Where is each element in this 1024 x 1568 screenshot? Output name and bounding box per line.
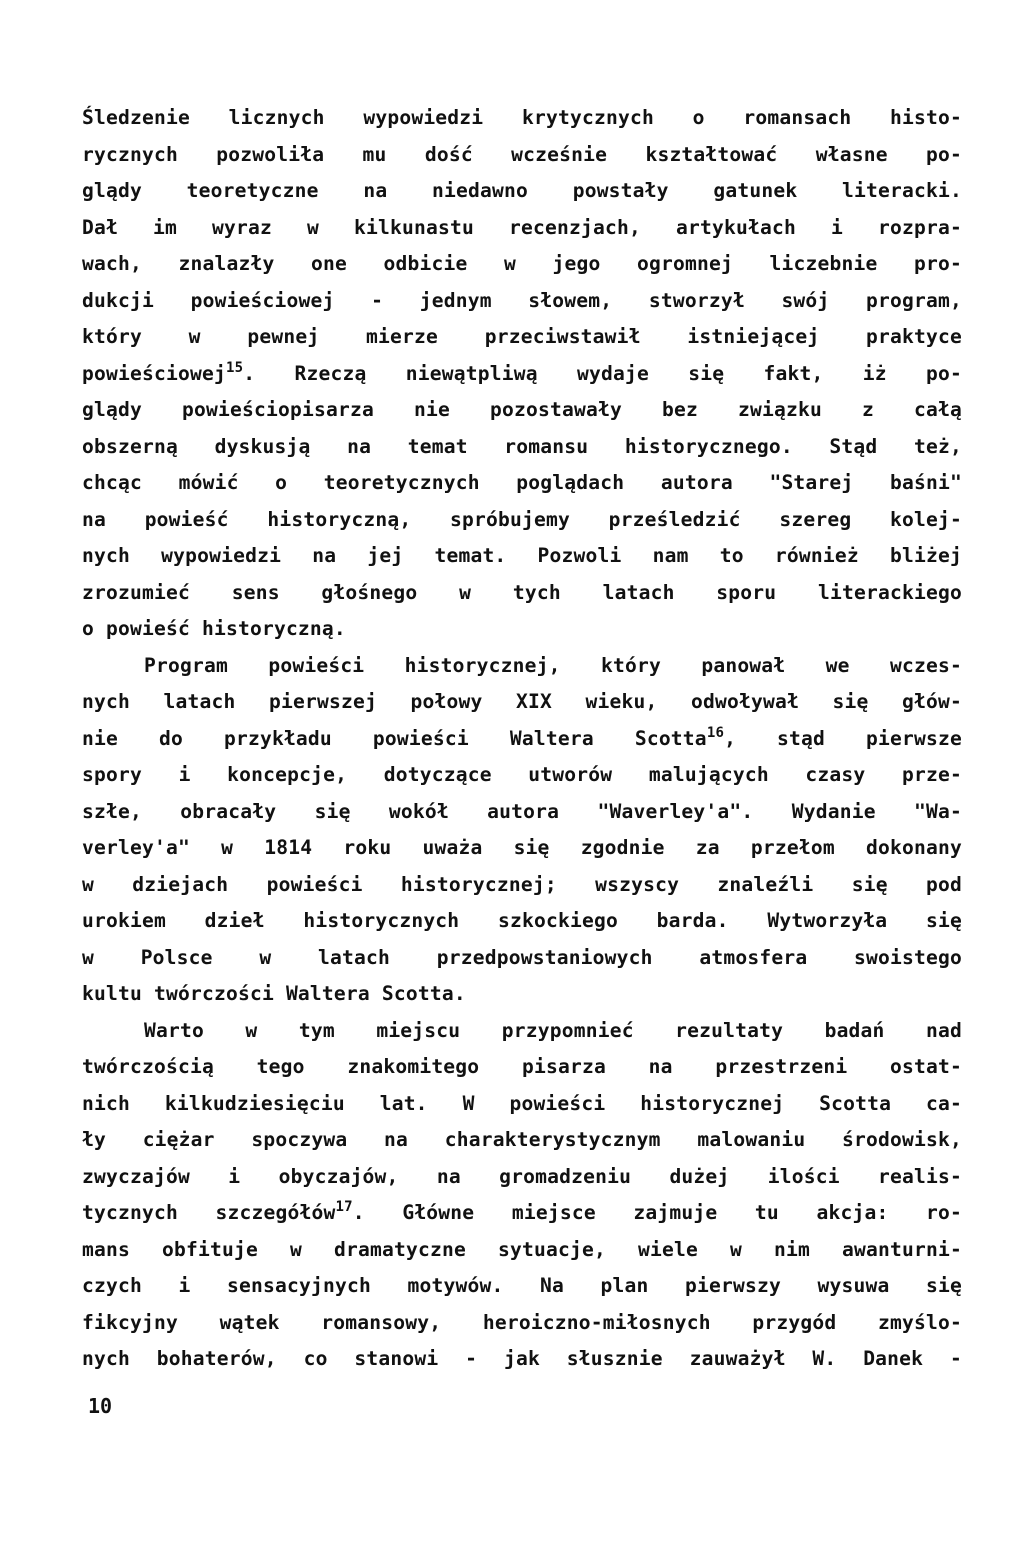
text-line-content: spory i koncepcje, dotyczące utworów malujących czasy prze-: [82, 763, 962, 786]
text-line-content: Śledzenie licznych wypowiedzi krytycznych o romansach histo-: [82, 106, 962, 129]
text-line-content: nie do przykładu powieści Waltera Scotta: [82, 726, 707, 750]
text-line: [82, 684, 962, 721]
text-line: [82, 1159, 962, 1196]
text-line-content: zwyczajów i obyczajów, na gromadzeniu dużej ilości realis-: [82, 1164, 962, 1188]
text-line: [82, 538, 962, 575]
text-line-content: urokiem dzieł historycznych szkockiego barda. Wytworzyła się: [82, 909, 962, 932]
footnote-reference: 16: [706, 724, 725, 741]
text-line: [82, 1086, 962, 1123]
text-line: [82, 1232, 962, 1269]
text-line-content: verley'a" w 1814 roku uważa się zgodnie za przełom dokonany: [82, 836, 962, 859]
footnote-reference: 17: [335, 1199, 353, 1215]
text-line-content: chcąc mówić o teoretycznych poglądach autora "Starej baśni": [82, 471, 962, 494]
text-line: [82, 465, 962, 502]
text-line: [82, 1341, 962, 1378]
text-line-content: szłe, obracały się wokół autora "Waverley'a". Wydanie "Wa-: [82, 799, 962, 823]
text-line: [82, 502, 962, 539]
text-line-content: nych wypowiedzi na jej temat. Pozwoli nam to również bliżej: [82, 544, 962, 567]
text-line-content: rycznych pozwoliła mu dość wcześnie kształtować własne po-: [82, 142, 962, 166]
text-line-content: kultu twórczości Waltera Scotta.: [82, 982, 466, 1005]
text-line-content: czych i sensacyjnych motywów. Na plan pierwszy wysuwa się: [82, 1274, 962, 1297]
text-line: [82, 611, 962, 648]
text-line-content: o powieść historyczną.: [82, 617, 346, 640]
text-line-content: ły ciężar spoczywa na charakterystycznym malowaniu środowisk,: [82, 1128, 962, 1151]
text-line-content: fikcyjny wątek romansowy, heroiczno-miłosnych przygód zmyślo-: [82, 1310, 962, 1334]
text-line-content: zrozumieć sens głośnego w tych latach sporu literackiego: [82, 580, 962, 604]
text-line: [82, 283, 962, 320]
text-line-content: Warto w tym miejscu przypomnieć rezultaty badań nad: [144, 1018, 962, 1042]
text-line: [82, 867, 962, 904]
text-line: [82, 210, 962, 247]
text-line-continuation: . Główne miejsce zajmuje tu akcja: ro-: [352, 1201, 962, 1224]
text-line-content: w Polsce w latach przedpowstaniowych atmosfera swoistego: [82, 945, 962, 969]
text-line-content: Dał im wyraz w kilkunastu recenzjach, artykułach i rozpra-: [82, 215, 962, 239]
footnote-reference: 15: [225, 359, 244, 376]
text-line: [82, 903, 962, 940]
text-line: [82, 1195, 962, 1232]
text-line: [82, 1013, 962, 1050]
page-number: 10: [88, 1394, 113, 1418]
text-line-content: na powieść historyczną, spróbujemy prześledzić szereg kolej-: [82, 507, 962, 531]
text-line-content: twórczością tego znakomitego pisarza na przestrzeni ostat-: [82, 1055, 962, 1078]
text-line-content: wach, znalazły one odbicie w jego ogromnej liczebnie pro-: [82, 252, 962, 275]
text-line: [82, 1305, 962, 1342]
text-line-content: mans obfituje w dramatyczne sytuacje, wiele w nim awanturni-: [82, 1237, 962, 1261]
text-line: [82, 575, 962, 612]
text-line-content: glądy teoretyczne na niedawno powstały gatunek literacki.: [82, 179, 962, 202]
text-line: [82, 356, 962, 393]
text-line: [82, 830, 962, 867]
text-line-content: tycznych szczegółów: [82, 1201, 336, 1224]
text-line: [82, 1122, 962, 1159]
text-line: [82, 1268, 962, 1305]
text-line-continuation: , stąd pierwsze: [724, 726, 963, 750]
text-line-content: obszerną dyskusją na temat romansu historycznego. Stąd też,: [82, 434, 962, 458]
text-line: [82, 246, 962, 283]
text-line-continuation: . Rzeczą niewątpliwą wydaje się fakt, iż po-: [243, 361, 962, 385]
text-line-content: w dziejach powieści historycznej; wszyscy znaleźli się pod: [82, 872, 962, 896]
text-line: [82, 392, 962, 429]
text-line-content: dukcji powieściowej - jednym słowem, stworzył swój program,: [82, 288, 962, 312]
text-line: [82, 173, 962, 210]
text-line-content: Program powieści historycznej, który panował we wczes-: [144, 653, 962, 677]
text-line: [82, 721, 962, 758]
text-line: [82, 794, 962, 831]
text-line: [82, 940, 962, 977]
text-line: [82, 100, 962, 137]
text-line: [82, 1049, 962, 1086]
text-line: [82, 976, 962, 1013]
body-text: [82, 100, 962, 1378]
text-line: [82, 648, 962, 685]
text-line: [82, 429, 962, 466]
text-line: [82, 757, 962, 794]
text-line-content: nych latach pierwszej połowy XIX wieku, odwoływał się głów-: [82, 690, 962, 713]
text-line-content: powieściowej: [82, 361, 226, 385]
text-line: [82, 137, 962, 174]
text-line-content: nich kilkudziesięciu lat. W powieści historycznej Scotta ca-: [82, 1091, 962, 1115]
text-line-content: glądy powieściopisarza nie pozostawały bez związku z całą: [82, 398, 962, 421]
text-line-content: nych bohaterów, co stanowi - jak słusznie zauważył W. Danek -: [82, 1347, 962, 1370]
text-line: [82, 319, 962, 356]
text-line-content: który w pewnej mierze przeciwstawił istniejącej praktyce: [82, 325, 962, 348]
